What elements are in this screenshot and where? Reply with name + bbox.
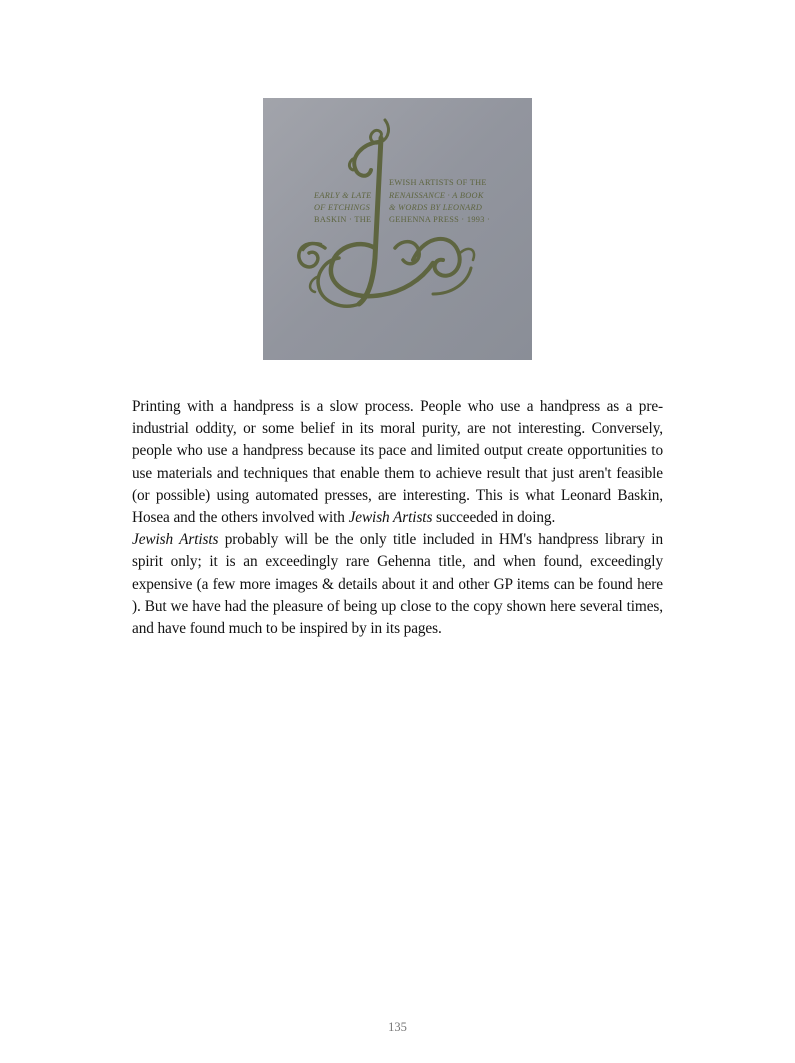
paragraph-jewish-artists [132, 529, 663, 640]
paper-background [263, 98, 532, 360]
cover-line-3-right: & WORDS BY LEONARD [389, 203, 483, 212]
book-title-italic: Jewish Artists [348, 509, 433, 527]
paragraph-1-text: Printing with a handpress is a slow process. People who use a handpress as a pre-industrial oddity, or some belief in its moral purity, are not interesting. Conversely, people who use a handpress because its pace and limited output create opportunities to use materials and techniques that enable them to achieve result that just aren't feasible (or possible) using automated presses, are interesting. This is what Leonard Baskin, Hosea and the others involved with [132, 398, 663, 527]
paragraph-2-text: probably will be the only title included in HM's handpress library in spirit only; it is an exceedingly rare Gehenna title, and when found, exceedingly expensive (a few more images & details about it and other GP items can be found here ). But we have had the pleasure of being up close to the copy shown here several times, and have found much to be inspired by in its pages. [132, 531, 663, 638]
cover-line-4-right: GEHENNA PRESS · 1993 · [389, 215, 491, 224]
cover-line-2-right: RENAISSANCE · A BOOK [389, 191, 484, 200]
cover-line-1: EWISH ARTISTS OF THE [389, 178, 487, 187]
paragraph-handpress [132, 396, 663, 529]
cover-line-3-left: OF ETCHINGS [314, 203, 371, 212]
cover-line-4-left: BASKIN · THE [314, 215, 372, 224]
article-body [132, 396, 663, 640]
book-cover-photo [263, 98, 532, 360]
calligraphic-j-monogram [263, 98, 532, 360]
paragraph-1-end: succeeded in doing. [432, 509, 556, 527]
page-number: 135 [388, 1020, 407, 1034]
cover-line-2-left: EARLY & LATE [314, 191, 372, 200]
book-title-italic: Jewish Artists [132, 531, 219, 549]
